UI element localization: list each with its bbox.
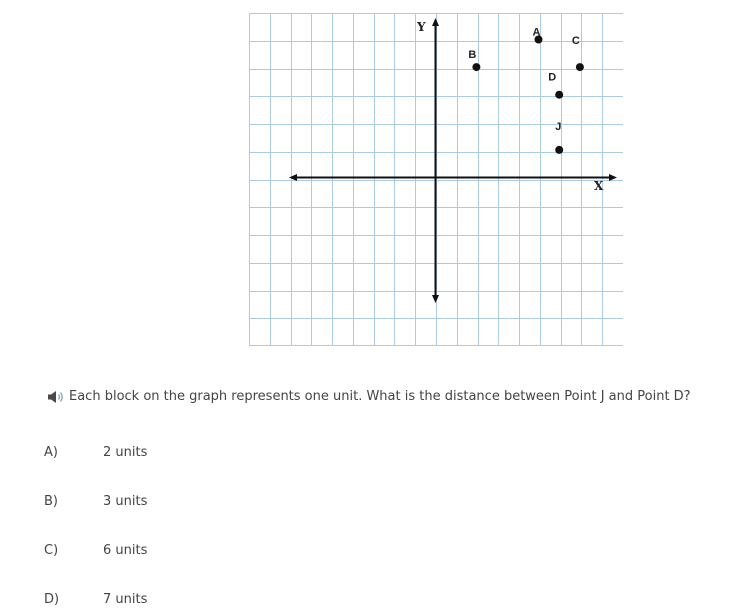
choice-letter: C) <box>44 542 59 558</box>
point-label-d: D <box>548 71 557 84</box>
question <box>47 389 691 404</box>
x-axis-arrow-left <box>289 174 297 181</box>
choice-letter: B) <box>44 493 58 509</box>
point-b <box>472 63 480 71</box>
choice-text: 6 units <box>103 542 148 558</box>
point-d <box>555 91 563 99</box>
x-axis-arrow-right <box>609 174 617 181</box>
coordinate-graph <box>249 13 623 346</box>
point-j <box>555 146 563 154</box>
x-axis-label: X <box>594 179 604 193</box>
speaker-icon[interactable] <box>47 390 67 404</box>
choice-text: 7 units <box>103 591 148 607</box>
choice-text: 3 units <box>103 493 148 509</box>
y-axis-arrow-down <box>432 295 439 303</box>
choice-d[interactable] <box>44 589 147 609</box>
choice-c[interactable] <box>44 540 147 560</box>
y-axis-label: Y <box>417 20 426 34</box>
choice-letter: D) <box>44 591 60 607</box>
choice-a[interactable] <box>44 442 147 462</box>
point-label-j: J <box>555 120 562 133</box>
question-text: Each block on the graph represents one unit. What is the distance between Point J and Point D? <box>69 389 691 404</box>
choice-letter: A) <box>44 444 58 460</box>
choice-text: 2 units <box>103 444 148 460</box>
graph-svg <box>249 13 623 346</box>
point-label-b: B <box>468 49 477 62</box>
point-label-c: C <box>571 35 580 48</box>
choice-b[interactable] <box>44 491 147 511</box>
point-label-a: A <box>532 26 541 39</box>
y-axis-arrow-up <box>432 18 439 26</box>
point-c <box>576 63 584 71</box>
